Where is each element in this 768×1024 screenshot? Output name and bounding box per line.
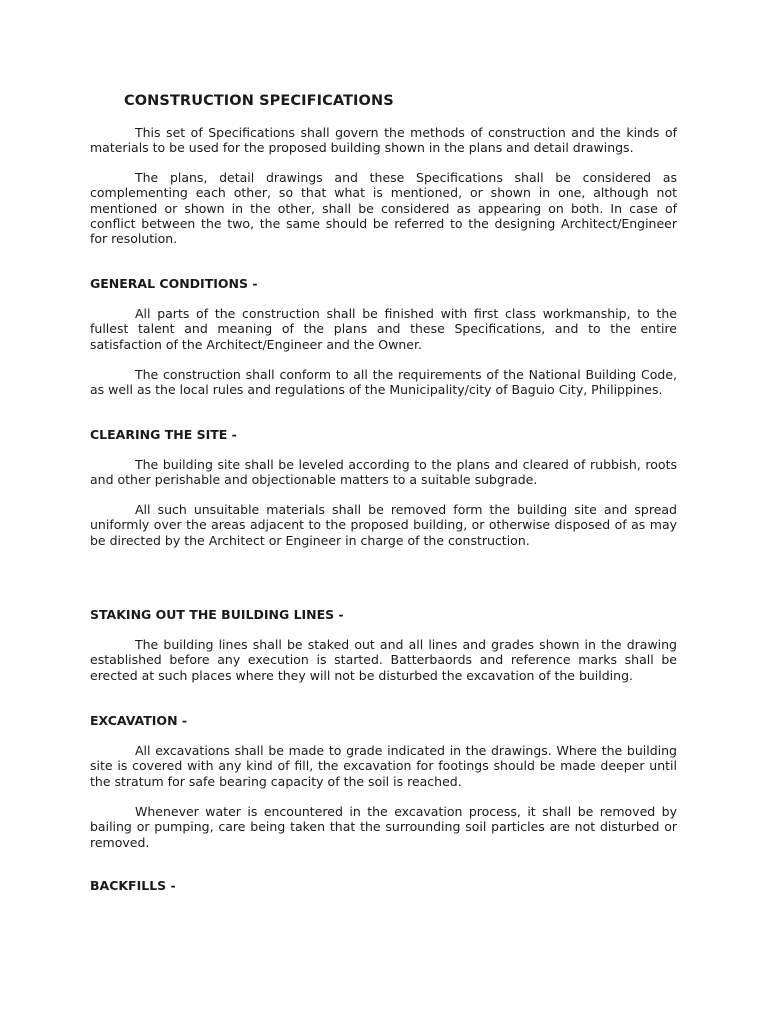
excavation-paragraph-1: All excavations shall be made to grade indicated in the drawings. Where the building site is covered with any kind of fill, the excavation for footings should be made deeper until the stratum for safe bearing capacity of the soil is reached. (90, 743, 677, 789)
staking-out-paragraph-1: The building lines shall be staked out and all lines and grades shown in the drawing established before any execution is started. Batterbaords and reference marks shall be erected at such places where they will not be disturbed the excavation of the building. (90, 637, 677, 683)
general-conditions-paragraph-2: The construction shall conform to all the requirements of the National Building Code, as well as the local rules and regulations of the Municipality/city of Baguio City, Philippines. (90, 367, 677, 398)
clearing-the-site-paragraph-1: The building site shall be leveled according to the plans and cleared of rubbish, roots and other perishable and objectionable matters to a suitable subgrade. (90, 457, 677, 488)
intro-paragraph-2: The plans, detail drawings and these Specifications shall be considered as complementing each other, so that what is mentioned, or shown in one, although not mentioned or shown in the other, shall be considered as appearing on both. In case of conflict between the two, the same should be referred to the designing Architect/Engineer for resolution. (90, 170, 677, 247)
section-heading-excavation: EXCAVATION - (90, 713, 188, 728)
document-title: CONSTRUCTION SPECIFICATIONS (124, 93, 394, 109)
section-heading-clearing-the-site: CLEARING THE SITE - (90, 427, 237, 442)
excavation-paragraph-2: Whenever water is encountered in the excavation process, it shall be removed by bailing or pumping, care being taken that the surrounding soil particles are not disturbed or removed. (90, 804, 677, 850)
intro-paragraph-1: This set of Specifications shall govern the methods of construction and the kinds of materials to be used for the proposed building shown in the plans and detail drawings. (90, 125, 677, 156)
section-heading-general-conditions: GENERAL CONDITIONS - (90, 276, 258, 291)
general-conditions-paragraph-1: All parts of the construction shall be finished with first class workmanship, to the fullest talent and meaning of the plans and these Specifications, and to the entire satisfaction of the Architect/Engineer and the Owner. (90, 306, 677, 352)
section-heading-staking-out: STAKING OUT THE BUILDING LINES - (90, 607, 344, 622)
clearing-the-site-paragraph-2: All such unsuitable materials shall be removed form the building site and spread uniformly over the areas adjacent to the proposed building, or otherwise disposed of as may be directed by the Architect or Engineer in charge of the construction. (90, 502, 677, 548)
section-heading-backfills: BACKFILLS - (90, 878, 176, 893)
